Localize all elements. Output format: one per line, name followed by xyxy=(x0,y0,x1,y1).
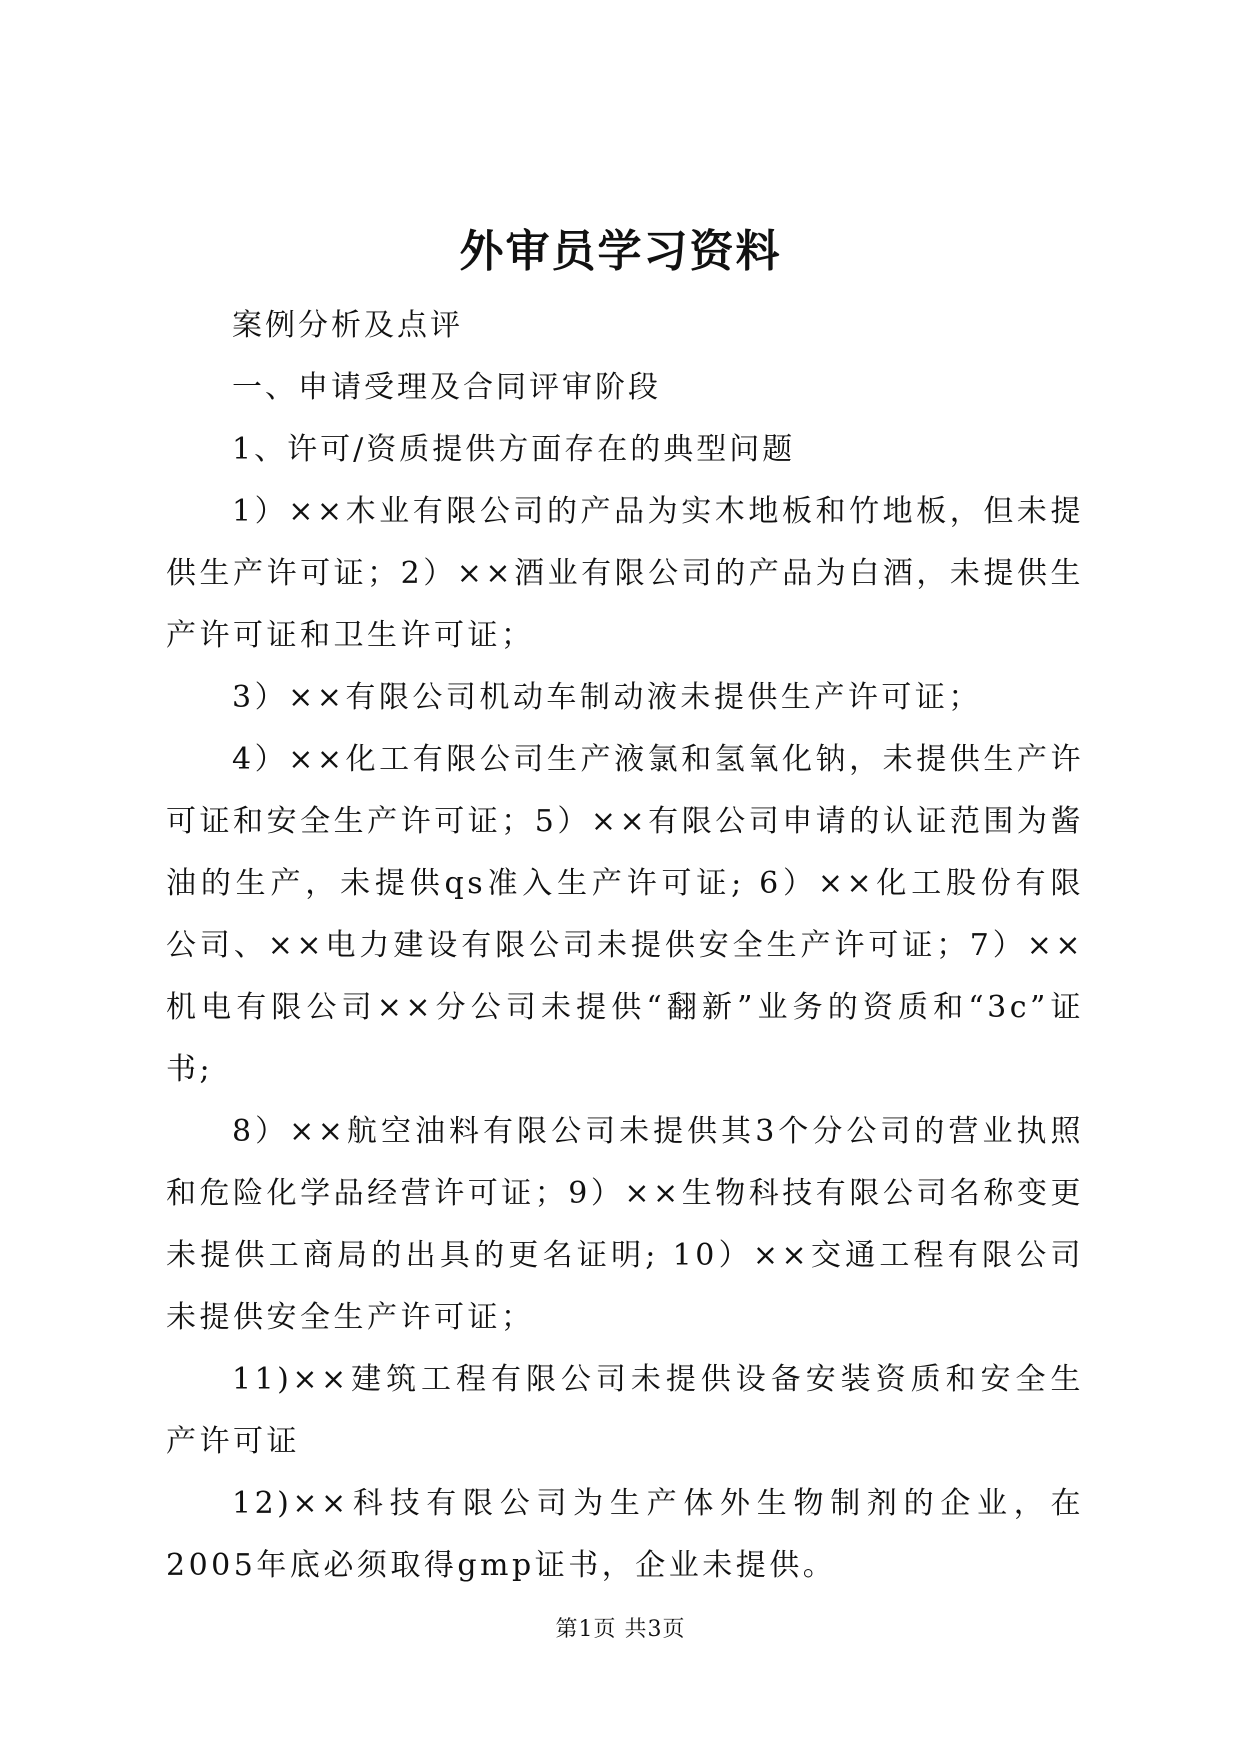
document-title: 外审员学习资料 xyxy=(459,226,782,277)
paragraph-cases-8-10: 8）××航空油料有限公司未提供其3个分公司的营业执照和危险化学品经营许可证；9）××生物科技有限公司名称变更未提供工商局的出具的更名证明; 10）××交通工程有限公司未提供安全生产许可证； xyxy=(166,1114,1084,1335)
section-heading-case-analysis: 案例分析及点评 xyxy=(232,308,463,343)
page-footer: 第1页 共3页 xyxy=(555,1617,686,1642)
paragraph-case-3: 3）××有限公司机动车制动液未提供生产许可证； xyxy=(232,680,982,715)
section-heading-application-stage: 一、申请受理及合同评审阶段 xyxy=(232,370,661,405)
paragraph-cases-1-2: 1）××木业有限公司的产品为实木地板和竹地板，但未提供生产许可证；2）××酒业有限公司的产品为白酒，未提供生产许可证和卫生许可证； xyxy=(166,494,1084,653)
paragraph-case-11: 11)××建筑工程有限公司未提供设备安装资质和安全生产许可证 xyxy=(166,1362,1084,1459)
paragraph-cases-4-7: 4）××化工有限公司生产液氯和氢氧化钠，未提供生产许可证和安全生产许可证；5）××有限公司申请的认证范围为酱油的生产，未提供qs准入生产许可证; 6）××化工股份有限公司、××电力建设有限公司未提供安全生产许可证；7）××机电有限公司××分公司未提供“翻新”业务的资质和“3c”证书; xyxy=(166,742,1084,1087)
document-body xyxy=(166,295,1084,1597)
paragraph-case-12: 12)××科技有限公司为生产体外生物制剂的企业，在2005年底必须取得gmp证书，企业未提供。 xyxy=(166,1486,1084,1583)
subsection-heading-license-issues: 1、许可/资质提供方面存在的典型问题 xyxy=(232,432,796,467)
